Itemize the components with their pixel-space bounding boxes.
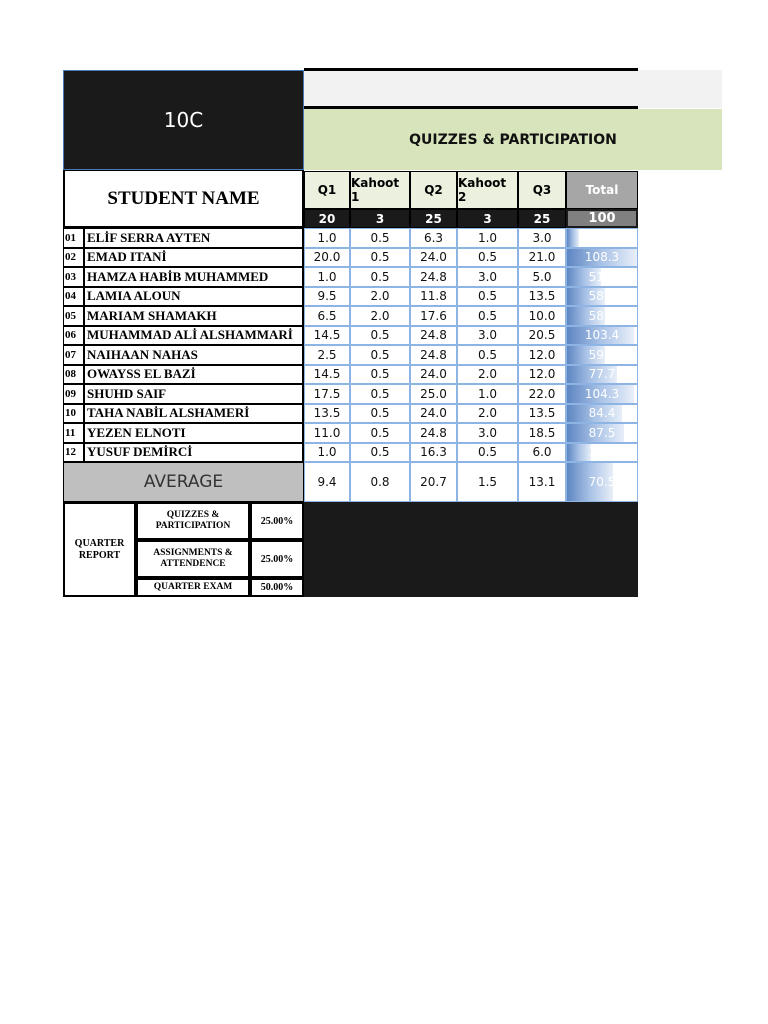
report-component-label: ASSIGNMENTS & ATTENDENCE: [136, 540, 250, 578]
score-cell[interactable]: 13.5: [518, 404, 566, 424]
score-cell[interactable]: 3.0: [518, 228, 566, 248]
total-cell: [566, 345, 638, 365]
score-cell[interactable]: 17.5: [304, 384, 350, 404]
score-cell[interactable]: 1.0: [457, 228, 518, 248]
average-value: 9.4: [304, 462, 350, 502]
score-cell[interactable]: 9.5: [304, 287, 350, 307]
score-cell[interactable]: 0.5: [350, 228, 410, 248]
row-number: 04: [63, 287, 85, 307]
column-max-score: 25: [410, 209, 457, 228]
total-value: 77.7: [588, 367, 616, 382]
average-label: AVERAGE: [63, 462, 304, 502]
score-cell[interactable]: 21.0: [518, 248, 566, 268]
total-value: 17.8: [588, 230, 616, 245]
report-weight: 25.00%: [250, 502, 304, 540]
score-cell[interactable]: 3.0: [457, 326, 518, 346]
section-title-cell: [304, 109, 722, 170]
score-cell[interactable]: 2.5: [304, 345, 350, 365]
student-name: SHUHD SAIF: [85, 384, 304, 404]
student-name: HAMZA HABİB MUHAMMED: [85, 267, 304, 287]
total-value: 108.3: [584, 250, 620, 265]
score-cell[interactable]: 1.0: [457, 384, 518, 404]
row-number: 09: [63, 384, 85, 404]
score-cell[interactable]: 0.5: [350, 326, 410, 346]
student-name: YEZEN ELNOTI: [85, 423, 304, 443]
total-cell: [566, 248, 638, 268]
average-value: 1.5: [457, 462, 518, 502]
score-cell[interactable]: 0.5: [350, 443, 410, 463]
row-number: 12: [63, 443, 85, 463]
score-cell[interactable]: 6.0: [518, 443, 566, 463]
row-number: 08: [63, 365, 85, 385]
column-header-q2: Q2: [410, 171, 457, 209]
score-cell[interactable]: 0.5: [350, 365, 410, 385]
average-value: 13.1: [518, 462, 566, 502]
column-header-total: Total: [566, 171, 638, 209]
student-name: MARIAM SHAMAKH: [85, 306, 304, 326]
score-cell[interactable]: 6.5: [304, 306, 350, 326]
score-cell[interactable]: 12.0: [518, 365, 566, 385]
student-name: MUHAMMAD ALİ ALSHAMMARİ: [85, 326, 304, 346]
score-cell[interactable]: 1.0: [304, 443, 350, 463]
score-cell[interactable]: 5.0: [518, 267, 566, 287]
average-total-cell: [566, 462, 638, 502]
score-cell[interactable]: 24.8: [410, 423, 457, 443]
score-cell[interactable]: 11.0: [304, 423, 350, 443]
score-cell[interactable]: 24.8: [410, 345, 457, 365]
column-header-q3: Q3: [518, 171, 566, 209]
class-name-cell: [63, 70, 304, 170]
total-value: 104.3: [584, 386, 620, 401]
column-max-score: 100: [566, 209, 638, 228]
class-name: 10C: [163, 108, 204, 132]
row-number: 06: [63, 326, 85, 346]
row-number: 05: [63, 306, 85, 326]
total-value: 84.4: [588, 406, 616, 421]
student-name: ELİF SERRA AYTEN: [85, 228, 304, 248]
total-cell: [566, 384, 638, 404]
column-max-score: 3: [350, 209, 410, 228]
score-cell[interactable]: 17.6: [410, 306, 457, 326]
score-cell[interactable]: 22.0: [518, 384, 566, 404]
row-number: 01: [63, 228, 85, 248]
score-cell[interactable]: 24.0: [410, 248, 457, 268]
score-cell[interactable]: 6.3: [410, 228, 457, 248]
score-cell[interactable]: 20.0: [304, 248, 350, 268]
total-value: 36.6: [588, 445, 616, 460]
score-cell[interactable]: 0.5: [350, 404, 410, 424]
report-side-panel: [304, 502, 638, 597]
score-cell[interactable]: 0.5: [350, 384, 410, 404]
score-cell[interactable]: 1.0: [304, 228, 350, 248]
header-border-top: [304, 68, 638, 71]
score-cell[interactable]: 18.5: [518, 423, 566, 443]
score-cell[interactable]: 24.0: [410, 404, 457, 424]
score-cell[interactable]: 20.5: [518, 326, 566, 346]
report-weight: 50.00%: [250, 578, 304, 597]
student-name: EMAD ITANİ: [85, 248, 304, 268]
column-header-q1: Q1: [304, 171, 350, 209]
score-cell[interactable]: 11.8: [410, 287, 457, 307]
student-name: LAMIA ALOUN: [85, 287, 304, 307]
student-name: TAHA NABİL ALSHAMERİ: [85, 404, 304, 424]
row-number: 07: [63, 345, 85, 365]
row-number: 02: [63, 248, 85, 268]
score-cell[interactable]: 24.8: [410, 267, 457, 287]
student-name: NAIHAAN NAHAS: [85, 345, 304, 365]
score-cell[interactable]: 13.5: [518, 287, 566, 307]
column-max-score: 25: [518, 209, 566, 228]
score-cell[interactable]: 16.3: [410, 443, 457, 463]
row-number: 03: [63, 267, 85, 287]
total-value: 58.3: [588, 308, 616, 323]
total-cell: [566, 267, 638, 287]
average-total-value: 70.5: [588, 475, 616, 489]
score-cell[interactable]: 2.0: [350, 287, 410, 307]
report-component-label: QUARTER EXAM: [136, 578, 250, 597]
score-cell[interactable]: 0.5: [350, 423, 410, 443]
total-value: 51.9: [588, 269, 616, 284]
score-cell[interactable]: 14.5: [304, 326, 350, 346]
total-cell: [566, 287, 638, 307]
average-value: 20.7: [410, 462, 457, 502]
student-name: OWAYSS EL BAZİ: [85, 365, 304, 385]
column-header-kahoot-2: Kahoot 2: [457, 171, 518, 209]
row-number: 11: [63, 423, 85, 443]
column-max-score: 20: [304, 209, 350, 228]
total-cell: [566, 306, 638, 326]
quarter-report-label: QUARTER REPORT: [63, 502, 136, 597]
column-header-kahoot-1: Kahoot 1: [350, 171, 410, 209]
section-title: QUIZZES & PARTICIPATION: [409, 131, 617, 148]
score-cell[interactable]: 3.0: [457, 267, 518, 287]
total-value: 58.2: [588, 289, 616, 304]
total-value: 59.5: [588, 347, 616, 362]
score-cell[interactable]: 14.5: [304, 365, 350, 385]
row-number: 10: [63, 404, 85, 424]
total-cell: [566, 326, 638, 346]
total-value: 103.4: [584, 328, 620, 343]
score-cell[interactable]: 0.5: [457, 443, 518, 463]
score-cell[interactable]: 1.0: [304, 267, 350, 287]
total-cell: [566, 443, 638, 463]
score-cell[interactable]: 3.0: [457, 423, 518, 443]
score-cell[interactable]: 0.5: [457, 248, 518, 268]
score-cell[interactable]: 0.5: [350, 248, 410, 268]
score-cell[interactable]: 0.5: [457, 306, 518, 326]
report-component-label: QUIZZES & PARTICIPATION: [136, 502, 250, 540]
score-cell[interactable]: 2.0: [457, 365, 518, 385]
total-cell: [566, 423, 638, 443]
header-blank-cell: [304, 70, 722, 108]
total-value: 87.5: [588, 425, 616, 440]
score-cell[interactable]: 24.0: [410, 365, 457, 385]
report-weight: 25.00%: [250, 540, 304, 578]
score-cell[interactable]: 0.5: [350, 345, 410, 365]
score-cell[interactable]: 12.0: [518, 345, 566, 365]
score-cell[interactable]: 25.0: [410, 384, 457, 404]
average-value: 0.8: [350, 462, 410, 502]
column-max-score: 3: [457, 209, 518, 228]
score-cell[interactable]: 0.5: [457, 287, 518, 307]
total-cell: [566, 404, 638, 424]
score-cell[interactable]: 2.0: [457, 404, 518, 424]
score-cell[interactable]: 10.0: [518, 306, 566, 326]
student-name-header: STUDENT NAME: [63, 170, 304, 228]
student-name: YUSUF DEMİRCİ: [85, 443, 304, 463]
score-cell[interactable]: 0.5: [350, 267, 410, 287]
score-cell[interactable]: 13.5: [304, 404, 350, 424]
score-cell[interactable]: 2.0: [350, 306, 410, 326]
score-cell[interactable]: 0.5: [457, 345, 518, 365]
total-cell: [566, 228, 638, 248]
score-cell[interactable]: 24.8: [410, 326, 457, 346]
total-cell: [566, 365, 638, 385]
